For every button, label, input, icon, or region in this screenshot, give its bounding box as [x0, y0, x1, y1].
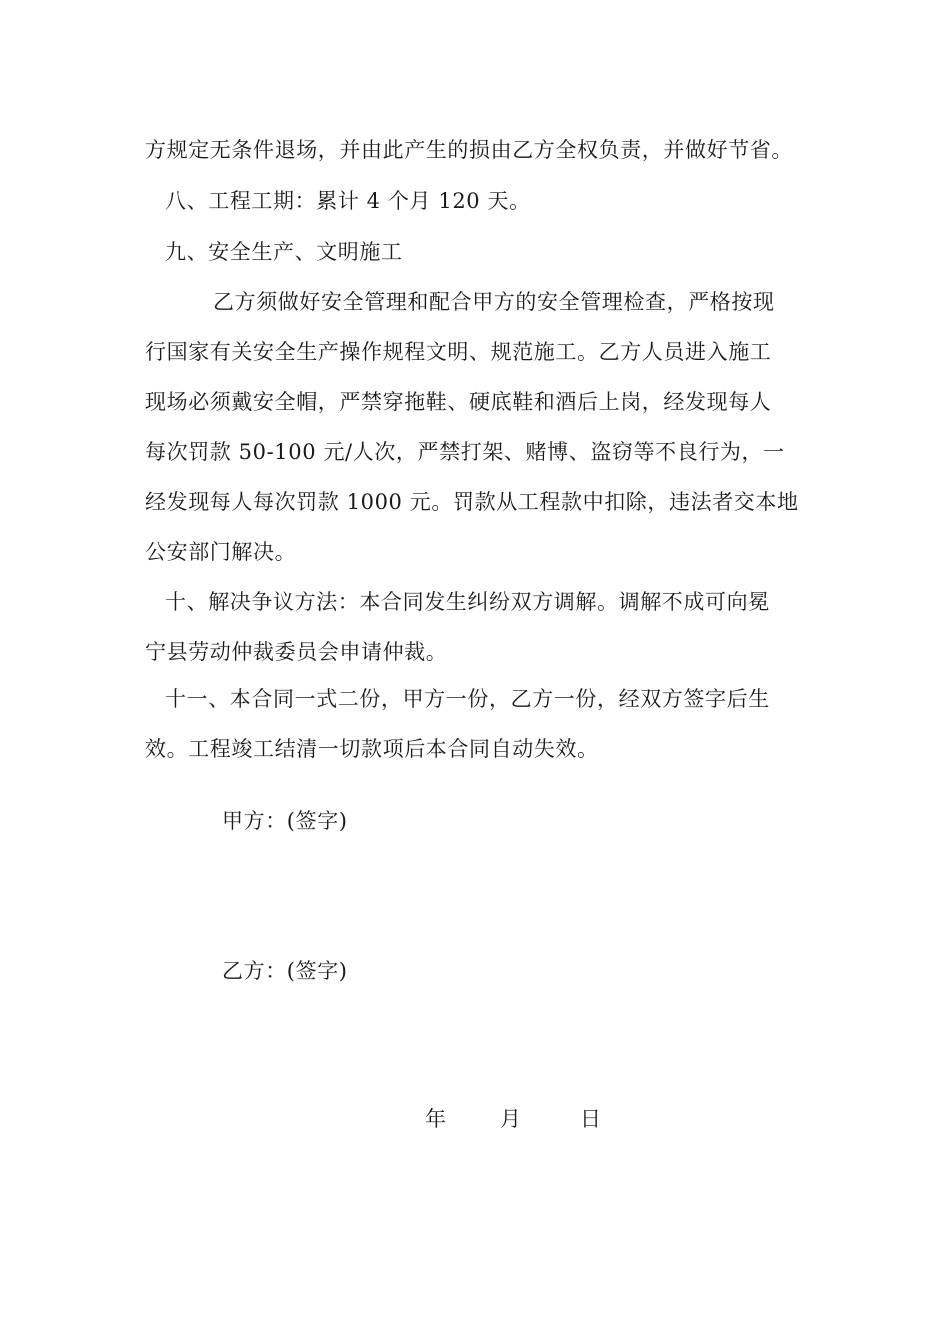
date-day: 日	[580, 1107, 601, 1131]
clause-9-heading: 九、安全生产、文明施工	[165, 240, 403, 264]
paragraph-line: 行国家有关安全生产操作规程文明、规范施工。乙方人员进入施工	[145, 340, 772, 364]
paragraph-line: 方规定无条件退场，并由此产生的损由乙方全权负责，并做好节省。	[145, 138, 793, 162]
paragraph-line: 宁县劳动仲裁委员会申请仲裁。	[145, 640, 448, 664]
date-year: 年	[425, 1107, 446, 1131]
paragraph-line: 现场必须戴安全帽，严禁穿拖鞋、硬底鞋和酒后上岗，经发现每人	[145, 390, 772, 414]
party-a-signature: 甲方：(签字)	[222, 809, 348, 833]
paragraph-line: 经发现每人每次罚款 1000 元。罚款从工程款中扣除，违法者交本地	[145, 490, 799, 514]
party-b-signature: 乙方：(签字)	[222, 959, 348, 983]
paragraph-line: 效。工程竣工结清一切款项后本合同自动失效。	[145, 737, 599, 761]
date-month: 月	[500, 1107, 521, 1131]
clause-8-duration: 八、工程工期：累计 4 个月 120 天。	[165, 189, 531, 213]
clause-10-dispute: 十、解决争议方法：本合同发生纠纷双方调解。调解不成可向冕	[165, 590, 770, 614]
clause-11-copies: 十一、本合同一式二份，甲方一份，乙方一份，经双方签字后生	[165, 687, 770, 711]
paragraph-line: 公安部门解决。	[145, 540, 297, 564]
paragraph-line: 乙方须做好安全管理和配合甲方的安全管理检查，严格按现	[213, 290, 775, 314]
paragraph-line: 每次罚款 50-100 元/人次，严禁打架、赌博、盗窃等不良行为，一	[145, 440, 785, 464]
